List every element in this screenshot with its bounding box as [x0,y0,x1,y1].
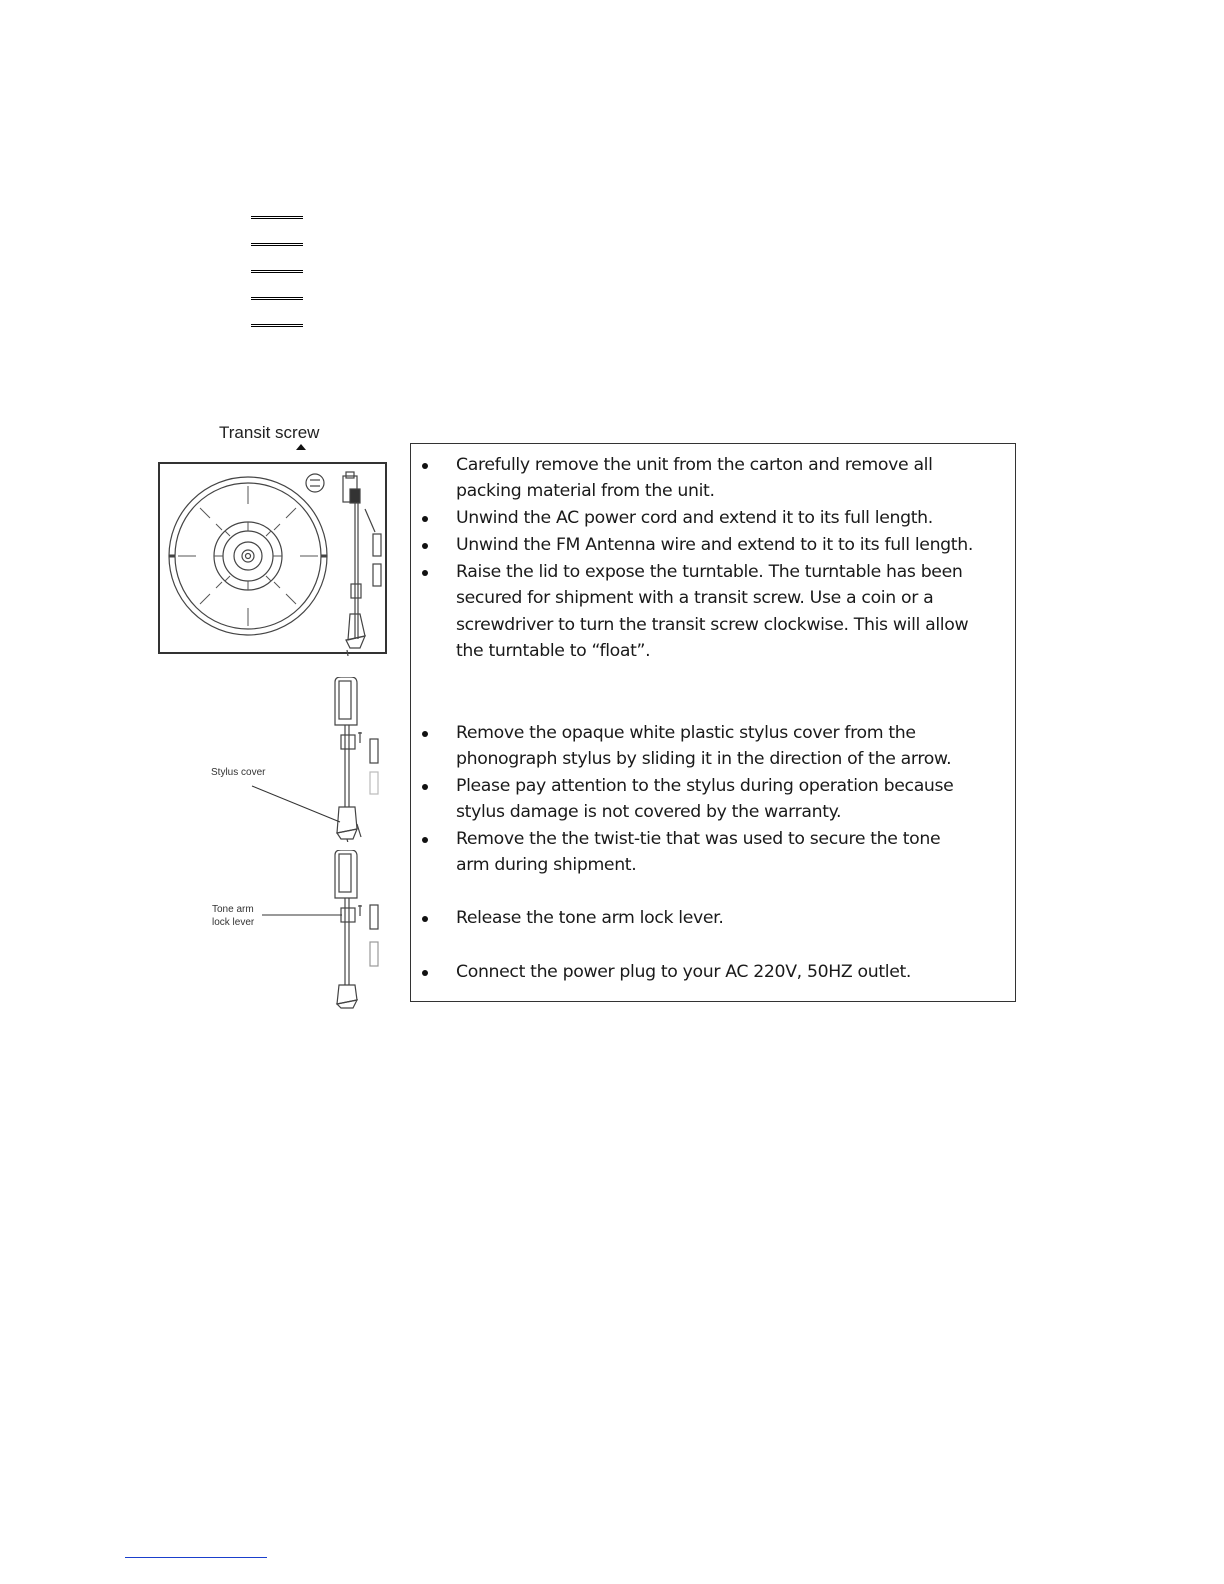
transit-arrow-icon [296,444,306,450]
stylus-cover-pointer [250,784,342,824]
bullet-icon [422,731,428,737]
list-item [456,905,976,931]
bullet-icon [422,837,428,843]
bullet-icon [422,570,428,576]
bullet-icon [422,970,428,976]
list-item-text: Please pay attention to the stylus during operation because stylus damage is not covered by the warranty. [456,776,954,823]
tone-arm-lock-illustration [327,850,387,1010]
list-item [456,826,976,879]
list-item [456,532,976,558]
blank-line-2 [251,243,303,246]
bullet-icon [422,784,428,790]
list-item [456,959,976,985]
list-item [456,452,976,505]
list-item-text: Unwind the FM Antenna wire and extend to it to its full length. [456,535,973,555]
tone-arm-label-2: lock lever [212,917,255,928]
list-item [456,773,976,826]
list-item-text: Remove the opaque white plastic stylus cover from the phonograph stylus by sliding it in the direction of the arrow. [456,723,952,770]
blank-line-4 [251,297,303,300]
list-item-text: Connect the power plug to your AC 220V, 50HZ outlet. [456,962,912,982]
blank-line-1 [251,216,303,219]
list-item-text: Unwind the AC power cord and extend it to its full length. [456,508,933,528]
tone-arm-label-1: Tone arm [212,904,254,915]
instructions-box [410,443,1016,1002]
turntable-illustration [158,462,387,654]
footnote-separator [125,1557,267,1558]
list-item [456,559,976,664]
blank-line-5 [251,324,303,327]
bullet-icon [422,516,428,522]
list-item-text: Release the tone arm lock lever. [456,908,724,928]
stylus-cover-label: Stylus cover [211,767,266,778]
tone-arm-pointer [262,912,342,918]
turntable-drawing [160,464,389,656]
bullet-icon [422,916,428,922]
list-item-text: Remove the the twist-tie that was used to secure the tone arm during shipment. [456,829,941,876]
list-item-text: Raise the lid to expose the turntable. The turntable has been secured for shipment with a transit screw. Use a coin or a screwdriver to turn the transit screw clockwise. This will allow the turntable to “float”. [456,562,969,661]
tone-arm-drawing-2 [327,850,387,1010]
transit-screw-label: Transit screw [219,423,320,442]
list-item [456,720,976,773]
list-item [456,505,976,531]
bullet-icon [422,543,428,549]
blank-line-3 [251,270,303,273]
bullet-icon [422,463,428,469]
list-item-text: Carefully remove the unit from the carton and remove all packing material from the unit. [456,455,933,502]
